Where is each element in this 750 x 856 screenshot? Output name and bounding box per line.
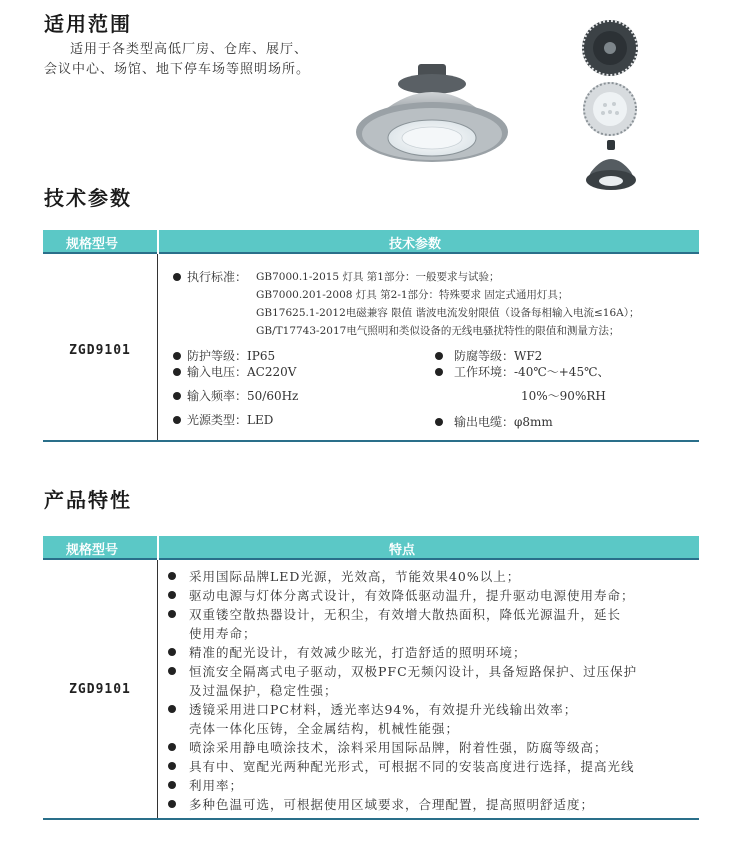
application-line: 会议中心、场馆、地下停车场等照明场所。 <box>44 62 311 77</box>
bullet-icon <box>173 273 181 281</box>
bullet-icon <box>173 368 181 376</box>
param-protection: 防护等级：IP65 <box>187 349 276 363</box>
bullet-icon <box>168 705 176 713</box>
bullet-icon <box>173 392 181 400</box>
standards-label: 执行标准： <box>187 270 248 284</box>
header-divider <box>157 230 159 254</box>
features-title: 产品特性 <box>44 488 132 512</box>
product-main-image <box>352 62 512 172</box>
tech-model: ZGD9101 <box>69 343 131 358</box>
product-lens-view-image <box>581 80 639 138</box>
standard-line: GB17625.1-2012电磁兼容 限值 谐波电流发射限值（设备每相输入电流≤16A）； <box>256 307 640 319</box>
feature-line: 壳体一体化压铸，全金属结构，机械性能强； <box>189 721 460 736</box>
standard-line: GB7000.201-2008 灯具 第2-1部分：特殊要求 固定式通用灯具； <box>256 289 569 301</box>
bullet-icon <box>168 591 176 599</box>
header-model: 规格型号 <box>66 543 119 558</box>
bullet-icon <box>168 800 176 808</box>
table-bottom-rule <box>43 440 699 442</box>
bullet-icon <box>435 368 443 376</box>
bullet-icon <box>168 572 176 580</box>
bullet-icon <box>435 418 443 426</box>
features-table-header <box>43 536 699 560</box>
standard-line: GB/T17743-2017电气照明和类似设备的无线电骚扰特性的限值和测量方法； <box>256 325 620 337</box>
feature-line: 具有中、宽配光两种配光形式，可根据不同的安装高度进行选择，提高光线 <box>189 759 635 774</box>
bullet-icon <box>168 610 176 618</box>
feature-line: 使用寿命； <box>189 626 257 641</box>
bullet-icon <box>168 781 176 789</box>
column-divider <box>157 560 158 818</box>
tech-table-header <box>43 230 699 254</box>
feature-line: 采用国际品牌LED光源，光效高，节能效果40%以上； <box>189 569 521 584</box>
application-title: 适用范围 <box>44 12 132 36</box>
tech-table <box>43 230 699 442</box>
bullet-icon <box>435 352 443 360</box>
feature-line: 驱动电源与灯体分离式设计，有效降低驱动温升，提升驱动电源使用寿命； <box>189 588 635 603</box>
param-humidity: 10%～90%RH <box>521 389 606 403</box>
param-environment: 工作环境：-40℃～+45℃、 <box>454 365 610 379</box>
column-divider <box>157 254 158 440</box>
param-light-source: 光源类型：LED <box>187 413 274 427</box>
header-features: 特点 <box>389 543 416 558</box>
bullet-icon <box>168 762 176 770</box>
feature-line: 精准的配光设计，有效减少眩光，打造舒适的照明环境； <box>189 645 527 660</box>
feature-line: 双重镂空散热器设计，无积尘，有效增大散热面积，降低光源温升，延长 <box>189 607 622 622</box>
param-anticorrosion: 防腐等级：WF2 <box>454 349 543 363</box>
bullet-icon <box>168 743 176 751</box>
features-table <box>43 536 699 820</box>
header-model: 规格型号 <box>66 237 119 252</box>
header-params: 技术参数 <box>389 237 442 252</box>
features-model: ZGD9101 <box>69 682 131 697</box>
feature-line: 多种色温可选，可根据使用区域要求，合理配置，提高照明舒适度； <box>189 797 595 812</box>
bullet-icon <box>168 648 176 656</box>
standard-line: GB7000.1-2015 灯具 第1部分：一般要求与试验； <box>256 271 500 283</box>
param-cable: 输出电缆：φ8mm <box>454 415 553 429</box>
product-side-view-image <box>583 138 639 194</box>
feature-line: 及过温保护，稳定性强； <box>189 683 338 698</box>
table-bottom-rule <box>43 818 699 820</box>
application-line: 适用于各类型高低厂房、仓库、展厅、 <box>70 42 309 57</box>
tech-title: 技术参数 <box>44 186 132 210</box>
product-top-view-image <box>580 18 640 78</box>
bullet-icon <box>173 416 181 424</box>
feature-line: 恒流安全隔离式电子驱动，双极PFC无频闪设计，具备短路保护、过压保护 <box>189 664 638 679</box>
feature-line: 喷涂采用静电喷涂技术，涂料采用国际品牌，附着性强，防腐等级高； <box>189 740 608 755</box>
bullet-icon <box>173 352 181 360</box>
feature-line: 透镜采用进口PC材料，透光率达94%，有效提升光线输出效率； <box>189 702 578 717</box>
param-frequency: 输入频率：50/60Hz <box>187 389 299 403</box>
header-divider <box>157 536 159 560</box>
param-voltage: 输入电压：AC220V <box>187 365 297 379</box>
feature-line: 利用率； <box>189 778 244 793</box>
application-text <box>44 40 344 80</box>
bullet-icon <box>168 667 176 675</box>
